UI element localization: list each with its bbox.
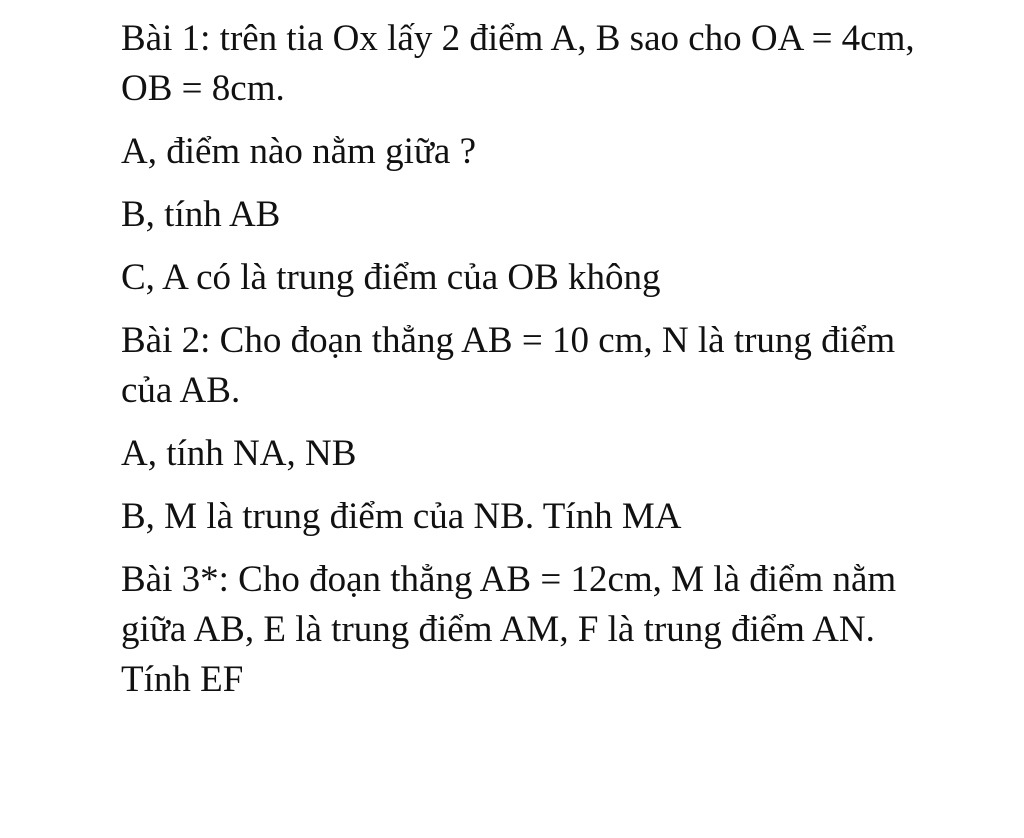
exercise-1-question-b: B, tính AB — [121, 194, 281, 235]
exercise-2-question-a: A, tính NA, NB — [121, 433, 357, 474]
exercise-1-statement: Bài 1: trên tia Ox lấy 2 điểm A, B sao cho OA = 4cm, OB = 8cm. — [121, 18, 915, 109]
exercise-3-statement: Bài 3*: Cho đoạn thẳng AB = 12cm, M là điểm nằm giữa AB, E là trung điểm AM, F là trung điểm AN. Tính EF — [121, 559, 897, 700]
document-body — [121, 14, 921, 718]
exercise-1-question-c: C, A có là trung điểm của OB không — [121, 257, 661, 298]
exercise-2-statement: Bài 2: Cho đoạn thẳng AB = 10 cm, N là trung điểm của AB. — [121, 320, 896, 411]
exercise-1-question-a: A, điểm nào nằm giữa ? — [121, 131, 477, 172]
exercise-2-question-b: B, M là trung điểm của NB. Tính MA — [121, 496, 682, 537]
